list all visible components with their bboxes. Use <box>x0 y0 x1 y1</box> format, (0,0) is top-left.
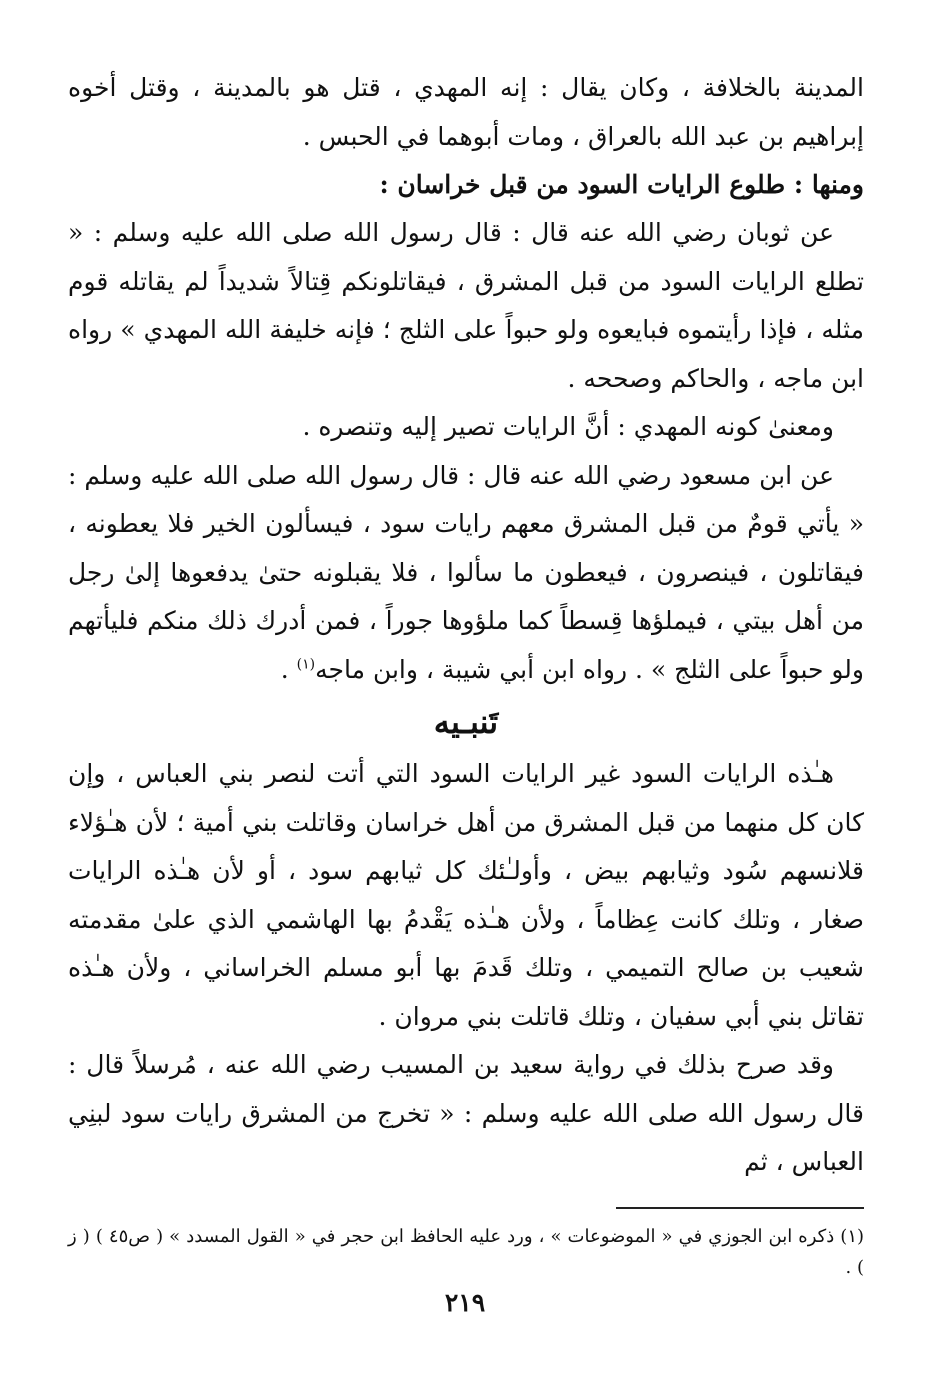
note-paragraph: هـٰذه الرايات السود غير الرايات السود التي أتت لنصر بني العباس ، وإن كان كل منهما من قبل المشرق من أهل خراسان وقاتلت بني أمية ؛ لأن هـٰؤلاء قلانسهم سُود وثيابهم بيض ، وأولـٰئك كل ثيابهم سود ، أو لأن هـٰذه الرايات صغار ، وتلك كانت عِظاماً ، ولأن هـٰذه يَقْدمُ بها الهاشمي الذي علىٰ مقدمته شعيب بن صالح التميمي ، وتلك قَدمَ بها أبو مسلم الخراساني ، ولأن هـٰذه تقاتل بني أبي سفيان ، وتلك قاتلت بني مروان . <box>68 759 864 1031</box>
section-heading: ومنها : طلوع الرايات السود من قبل خراسان : <box>379 170 864 199</box>
page-content <box>68 64 864 1344</box>
hadith-2-paragraph <box>68 452 864 695</box>
footnote-separator <box>616 1207 864 1209</box>
paragraph-1: المدينة بالخلافة ، وكان يقال : إنه المهدي ، قتل هو بالمدينة ، وقتل أخوه إبراهيم بن عبد الله بالعراق ، ومات أبوهما في الحبس . <box>68 73 864 151</box>
hadith-2-text: عن ابن مسعود رضي الله عنه قال : قال رسول الله صلى الله عليه وسلم : « يأتي قومٌ من قبل المشرق معهم رايات سود ، فيسألون الخير فلا يعطونه ، فيقاتلون ، فينصرون ، فيعطون ما سألوا ، فلا يقبلونه حتىٰ يدفعوها إلىٰ رجل من أهل بيتي ، فيملؤها قِسطاً كما ملؤوها جوراً ، فمن أدرك ذلك منكم فليأتهم ولو حبواً على الثلج » . رواه ابن أبي شيبة ، وابن ماجه <box>68 460 864 684</box>
footnote-text: (١) ذكره ابن الجوزي في « الموضوعات » ، ورد عليه الحافظ ابن حجر في « القول المسدد » ( ص٤٥ ) ( ز ) . <box>68 1225 865 1278</box>
hadith-2-tail: . <box>280 654 297 684</box>
note-title: تَنبـيه <box>433 703 499 741</box>
final-paragraph: وقد صرح بذلك في رواية سعيد بن المسيب رضي الله عنه ، مُرسلاً قال : قال رسول الله صلى الله عليه وسلم : « تخرج من المشرق رايات سود لبنِي العباس ، ثم <box>68 1050 864 1176</box>
footnote-marker: (١) <box>296 656 316 673</box>
hadith-1-paragraph: عن ثوبان رضي الله عنه قال : قال رسول الله صلى الله عليه وسلم : « تطلع الرايات السود من قبل المشرق ، فيقاتلونكم قِتالاً شديداً لم يقاتله قوم مثله ، فإذا رأيتموه فبايعوه ولو حبواً على الثلج ؛ فإنه خليفة الله المهدي » رواه ابن ماجه ، والحاكم وصححه . <box>68 218 864 393</box>
explanation-paragraph: ومعنىٰ كونه المهدي : أنَّ الرايات تصير إليه وتنصره . <box>302 412 834 441</box>
page-number: ٢١٩ <box>444 1288 486 1317</box>
